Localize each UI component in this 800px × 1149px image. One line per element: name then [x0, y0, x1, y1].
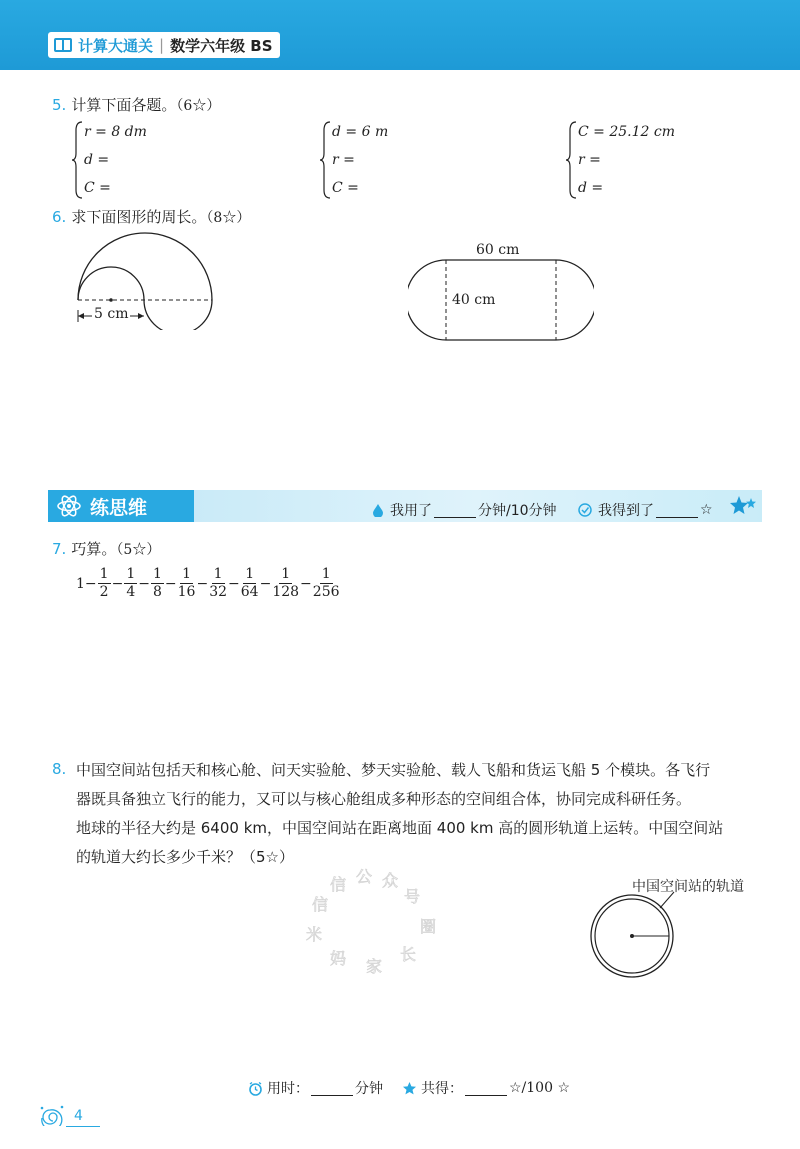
watermark-char-10: 米: [306, 925, 323, 944]
q5-g3-line1: C = 25.12 cm: [578, 124, 675, 140]
q8-paragraph: [76, 756, 776, 872]
page-number-underline: [66, 1126, 100, 1127]
banner-used-prefix: 我用了: [390, 503, 432, 519]
q6-stars: （8☆）: [206, 210, 251, 226]
q7-text: 巧算。: [71, 540, 117, 558]
footer-time-suffix: 分钟: [355, 1081, 383, 1097]
star-icon: [402, 1081, 417, 1095]
q5-g2-line2: r =: [332, 152, 355, 168]
banner-got-blank[interactable]: [656, 503, 698, 518]
q5-brace-2: [320, 120, 332, 200]
stars-icon: [728, 494, 758, 518]
q5-g1-line1: r = 8 dm: [84, 124, 147, 140]
banner-got-prefix: 我得到了: [598, 503, 654, 519]
q7-frac-3: $\frac{1}{8}$: [152, 566, 162, 600]
watermark-char-2: 信: [330, 875, 347, 894]
banner-title: 练思维: [90, 496, 148, 519]
footer-total-suffix: ☆/100 ☆: [509, 1080, 570, 1096]
banner-used-blank[interactable]: [434, 503, 476, 518]
watermark-char-1: 信: [312, 895, 329, 914]
q7-op-5: −: [196, 575, 209, 592]
q7-frac-2: $\frac{1}{4}$: [126, 566, 136, 600]
q8-number: 8.: [52, 760, 67, 778]
watermark-char-5: 号: [404, 887, 421, 906]
watermark-char-7: 长: [400, 945, 417, 964]
q7-frac-4: $\frac{1}{16}$: [177, 566, 196, 600]
page-number: 4: [74, 1108, 83, 1124]
banner-title-box: [48, 490, 194, 522]
q5-group-2: [332, 118, 388, 202]
q6-fig2-top-label: 60 cm: [476, 242, 520, 258]
banner-score-stat: [578, 500, 713, 520]
footer-total-blank[interactable]: [465, 1081, 507, 1096]
q5-g1-line3: C =: [84, 180, 111, 196]
banner-used-suffix: 分钟/10分钟: [478, 503, 557, 519]
q7-heading: [52, 538, 160, 559]
footer-total-prefix: 共得：: [421, 1081, 463, 1097]
q7-frac-7: $\frac{1}{128}$: [272, 566, 300, 600]
q7-expression: [76, 566, 341, 601]
q5-number: 5.: [52, 96, 67, 114]
q5-brace-3: [566, 120, 578, 200]
q7-frac-6: $\frac{1}{64}$: [240, 566, 259, 600]
swirl-icon: [38, 1104, 68, 1126]
q5-g3-line2: r =: [578, 152, 601, 168]
q6-number: 6.: [52, 208, 67, 226]
watermark-char-4: 众: [382, 871, 399, 890]
q7-stars: （5☆）: [116, 542, 161, 558]
q7-op-3: −: [138, 575, 150, 592]
q7-lead: 1: [76, 575, 85, 592]
q5-group-3: [578, 118, 675, 202]
watermark-char-3: 公: [356, 867, 373, 886]
q5-stars: （6☆）: [176, 98, 221, 114]
q5-group-1: [84, 118, 147, 202]
watermark-seal: [290, 860, 450, 990]
q7-frac-1: $\frac{1}{2}$: [99, 566, 109, 600]
q6-fig1-label: 5 cm: [94, 306, 129, 322]
q5-g1-line2: d =: [84, 152, 110, 168]
q7-frac-5: $\frac{1}{32}$: [209, 566, 228, 600]
q6-figure-2: [408, 258, 594, 342]
q5-brace-1: [72, 120, 84, 200]
watermark-char-9: 妈: [330, 949, 347, 968]
banner-time-stat: [372, 500, 557, 520]
q5-heading: [52, 94, 220, 115]
q5-g2-line1: d = 6 m: [332, 124, 389, 140]
check-icon: [578, 503, 592, 517]
q7-op-1: −: [84, 575, 97, 592]
q8-figure-label: 中国空间站的轨道: [632, 879, 744, 895]
q5-g2-line3: C =: [332, 180, 359, 196]
q5-g3-line3: d =: [578, 180, 604, 196]
atom-icon: [56, 495, 82, 517]
alarm-clock-icon: [248, 1081, 263, 1096]
q8-orbit-figure: [588, 890, 688, 984]
header-separator: |: [159, 36, 165, 54]
q7-op-6: −: [228, 575, 240, 592]
q6-heading: [52, 206, 250, 227]
q7-op-7: −: [259, 575, 272, 592]
book-icon: [54, 38, 72, 52]
q6-text: 求下面图形的周长。: [71, 208, 207, 226]
watermark-char-6: 圈: [420, 917, 437, 936]
q8-line-4: 的轨道大约长多少千米？（5☆）: [76, 848, 294, 866]
q7-op-2: −: [111, 575, 124, 592]
footer-time-stat: [248, 1078, 383, 1098]
q7-frac-8: $\frac{1}{256}$: [312, 566, 340, 600]
header-brand: 计算大通关: [78, 36, 154, 55]
footer-total-stat: [402, 1078, 570, 1098]
q6-fig2-side-label: 40 cm: [452, 292, 496, 308]
header-title-box: [48, 32, 280, 58]
banner-got-suffix: ☆: [700, 502, 713, 518]
q8-line-3: 地球的半径大约是 6400 km，中国空间站在距离地面 400 km 高的圆形轨道上运转。中国空间站: [76, 819, 724, 837]
q8-line-2: 器既具备独立飞行的能力，又可以与核心舱组成多种形态的空间组合体，协同完成科研任务。: [76, 790, 692, 808]
q8-line-1: 中国空间站包括天和核心舱、问天实验舱、梦天实验舱、载人飞船和货运飞船 5 个模块。各飞行: [76, 761, 711, 779]
header-subject: 数学六年级 BS: [170, 36, 273, 55]
watermark-char-8: 家: [366, 957, 383, 976]
footer-time-blank[interactable]: [311, 1081, 353, 1096]
q5-text: 计算下面各题。: [71, 96, 177, 114]
drop-icon: [372, 503, 384, 517]
q7-number: 7.: [52, 540, 67, 558]
q7-op-8: −: [300, 575, 312, 592]
q7-op-4: −: [164, 575, 177, 592]
footer-time-prefix: 用时：: [267, 1081, 309, 1097]
